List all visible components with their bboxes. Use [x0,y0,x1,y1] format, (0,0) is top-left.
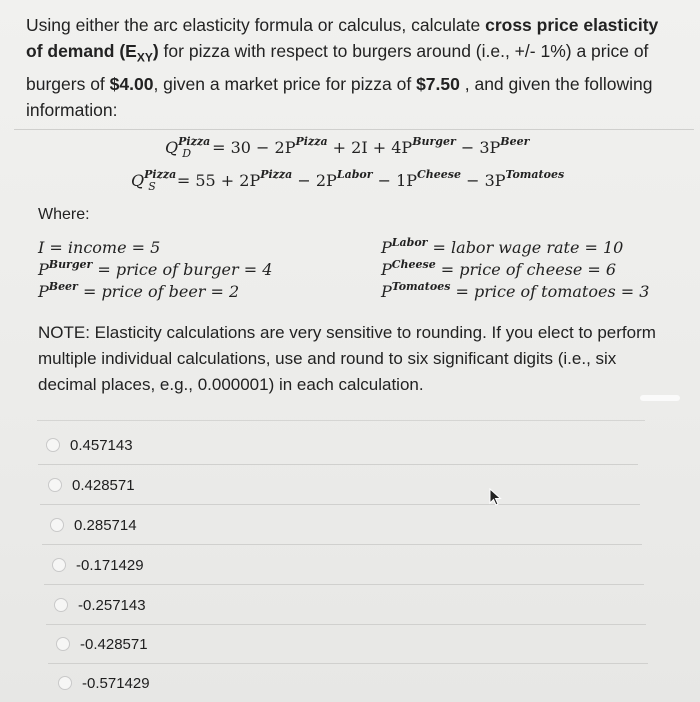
question-sub: XY [136,50,153,65]
option-label[interactable]: -0.571429 [82,674,150,692]
def-burger: $P^{Burger}$ = price of burger = 4 [38,258,273,279]
divider [37,420,645,421]
mouse-cursor-icon [489,488,503,506]
rounding-note: NOTE: Elasticity calculations are very sensitive to rounding. If you elect to perform multiple individual calculations, use and round to six significant digits (i.e., six decimal places, e.g., 0.000001) in each calculation. [38,323,656,394]
option-label[interactable]: -0.257143 [78,596,146,614]
answer-option[interactable] [50,664,650,702]
radio-button[interactable] [46,438,60,452]
question-part: for pizza with respect to burgers around (i.e., +/- 1%) a price of burgers of [26,41,649,94]
demand-equation: $Q^{Pizza}_D = 30 - 2P^{Pizza} + 2I + 4P^{Burger} - 3P^{Beer}$ [165,135,530,160]
answer-option[interactable] [42,506,642,545]
answer-option[interactable] [44,546,644,585]
answer-option[interactable] [40,466,640,505]
question-bold: ) [152,41,159,61]
question-bold: cross price elasticity of demand (E [26,15,659,61]
radio-button[interactable] [54,598,68,612]
question-part: Using either the arc elasticity formula or calculus, calculate [26,15,486,35]
answer-option[interactable] [48,625,648,664]
radio-button[interactable] [52,558,66,572]
option-label[interactable]: -0.428571 [80,635,148,653]
where-label: Where: [38,206,90,223]
option-label[interactable]: 0.457143 [70,436,133,454]
question-part: , given a market price for pizza of [153,73,417,94]
answer-option[interactable] [38,426,638,465]
def-labor: $P^{Labor}$ = labor wage rate = 10 [381,236,624,257]
option-label[interactable]: 0.428571 [72,476,135,494]
def-income: I = income = 5 [38,238,161,257]
radio-button[interactable] [56,637,70,651]
divider [14,129,694,130]
answer-option[interactable] [46,586,646,625]
burger-price: $4.00 [109,73,154,94]
def-cheese: $P^{Cheese}$ = price of cheese = 6 [381,258,617,279]
option-label[interactable]: 0.285714 [74,516,137,534]
pizza-price: $7.50 [416,73,460,94]
supply-equation: $Q^{Pizza}_S = 55 + 2P^{Pizza} - 2P^{Labor} - 1P^{Cheese} - 3P^{Tomatoes}$ [131,168,565,193]
def-beer: $P^{Beer}$ = price of beer = 2 [38,280,240,301]
question-text [26,12,676,123]
radio-button[interactable] [48,478,62,492]
def-tomatoes: $P^{Tomatoes}$ = price of tomatoes = 3 [381,280,650,301]
radio-button[interactable] [50,518,64,532]
question-part: , and given the following information: [26,73,653,120]
glare [640,395,680,401]
radio-button[interactable] [58,676,72,690]
option-label[interactable]: -0.171429 [76,556,144,574]
